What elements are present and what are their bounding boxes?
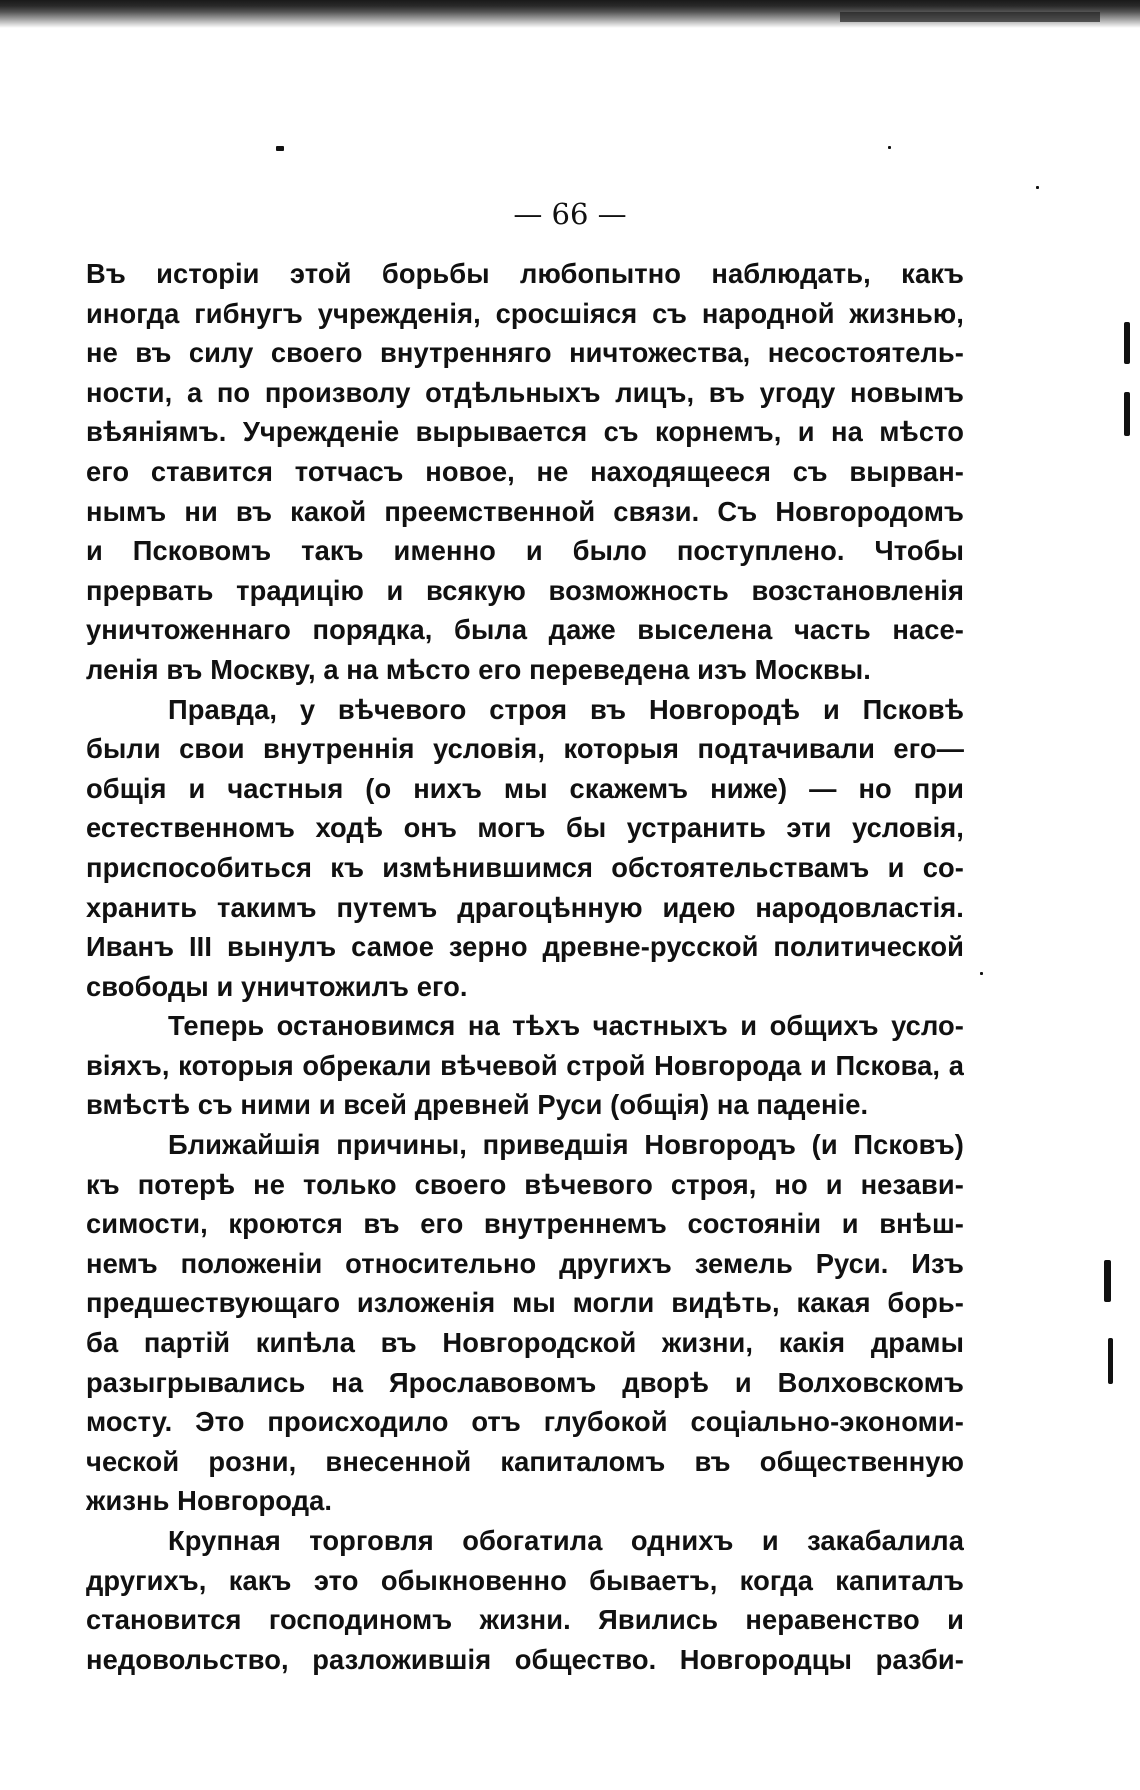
text-line: недовольство, разложившія общество. Новгородцы разби- — [86, 1643, 964, 1675]
text-line: мосту. Это происходило отъ глубокой соціально-экономи- — [86, 1406, 964, 1438]
text-line: ности, а по произволу отдѣльныхъ лицъ, въ угоду новымъ — [86, 376, 964, 408]
text-line: Крупная торговля обогатила однихъ и закабалила — [168, 1525, 964, 1556]
text-line: естественномъ ходѣ онъ могъ бы устранить эти условія, — [86, 812, 964, 844]
text-line: становится господиномъ жизни. Явились неравенство и — [86, 1604, 964, 1636]
text-line: ба партій кипѣла въ Новгородской жизни, какія драмы — [86, 1327, 964, 1359]
text-line: Иванъ III вынулъ самое зерно древне-русской политической — [86, 931, 964, 963]
text-line: віяхъ, которыя обрекали вѣчевой строй Новгорода и Пскова, а — [86, 1049, 964, 1081]
paragraph — [86, 1125, 964, 1521]
scan-speck — [980, 972, 983, 975]
text-line: другихъ, какъ это обыкновенно бываетъ, когда капиталъ — [86, 1564, 964, 1596]
text-line: Въ исторіи этой борьбы любопытно наблюдать, какъ — [86, 258, 964, 289]
text-line: немъ положеніи относительно другихъ земель Руси. Изъ — [86, 1247, 964, 1279]
scan-speck — [888, 146, 891, 149]
scan-margin-mark — [1124, 322, 1130, 364]
scan-speck — [1036, 186, 1039, 189]
paragraph — [86, 690, 964, 1007]
scan-margin-mark — [1108, 1338, 1113, 1384]
document-body — [86, 254, 964, 1679]
text-line: ческой розни, внесенной капиталомъ въ общественную — [86, 1445, 964, 1477]
text-line: разыгрывались на Ярославовомъ дворѣ и Волховскомъ — [86, 1366, 964, 1398]
text-line: прервать традицію и всякую возможность возстановленія — [86, 574, 964, 606]
text-line: къ потерѣ не только своего вѣчевого строя, но и незави- — [86, 1168, 964, 1200]
page-number: — 66 — — [513, 197, 627, 231]
scan-top-edge — [0, 0, 1140, 30]
text-line: были свои внутреннія условія, которыя подтачивали его— — [86, 733, 964, 765]
text-line: Теперь остановимся на тѣхъ частныхъ и общихъ усло- — [168, 1010, 964, 1042]
text-line: вѣяніямъ. Учрежденіе вырывается съ корнемъ, и на мѣсто — [86, 416, 964, 448]
text-line: симости, кроются въ его внутреннемъ состояніи и внѣш- — [86, 1208, 964, 1240]
paragraph — [86, 1521, 964, 1679]
text-line: и Псковомъ такъ именно и было поступлено. Чтобы — [86, 535, 964, 567]
text-line: приспособиться къ измѣнившимся обстоятельствамъ и со- — [86, 851, 964, 883]
text-line: ленія въ Москву, а на мѣсто его переведена изъ Москвы. — [86, 653, 871, 685]
paragraph — [86, 1006, 964, 1125]
text-line: свободы и уничтожилъ его. — [86, 970, 468, 1002]
text-line: Ближайшія причины, приведшія Новгородъ (и Псковъ) — [168, 1129, 964, 1161]
text-line: уничтоженнаго порядка, была даже выселена часть насе- — [86, 614, 964, 646]
text-line: иногда гибнугъ учрежденія, сросшіяся съ народной жизнью, — [86, 297, 964, 329]
text-line: его ставится тотчасъ новое, не находящееся съ вырван- — [86, 455, 964, 487]
paragraph — [86, 254, 964, 690]
text-line: хранить такимъ путемъ драгоцѣнную идею народовластія. — [86, 891, 964, 923]
scan-margin-mark — [1104, 1260, 1111, 1302]
text-line: предшествующаго изложенія мы могли видѣть, какая борь- — [86, 1287, 964, 1319]
text-line: жизнь Новгорода. — [86, 1485, 333, 1517]
text-line: вмѣстѣ съ ними и всей древней Руси (общія) на паденіе. — [86, 1089, 869, 1121]
text-line: нымъ ни въ какой преемственной связи. Съ Новгородомъ — [86, 495, 964, 527]
text-line: Правда, у вѣчевого строя въ Новгородѣ и Псковѣ — [168, 693, 964, 725]
text-line: общія и частныя (о нихъ мы скажемъ ниже) — но при — [86, 772, 964, 804]
text-line: не въ силу своего внутренняго ничтожества, несостоятель- — [86, 337, 964, 369]
scan-speck — [276, 146, 284, 151]
scan-margin-mark — [1124, 392, 1130, 436]
